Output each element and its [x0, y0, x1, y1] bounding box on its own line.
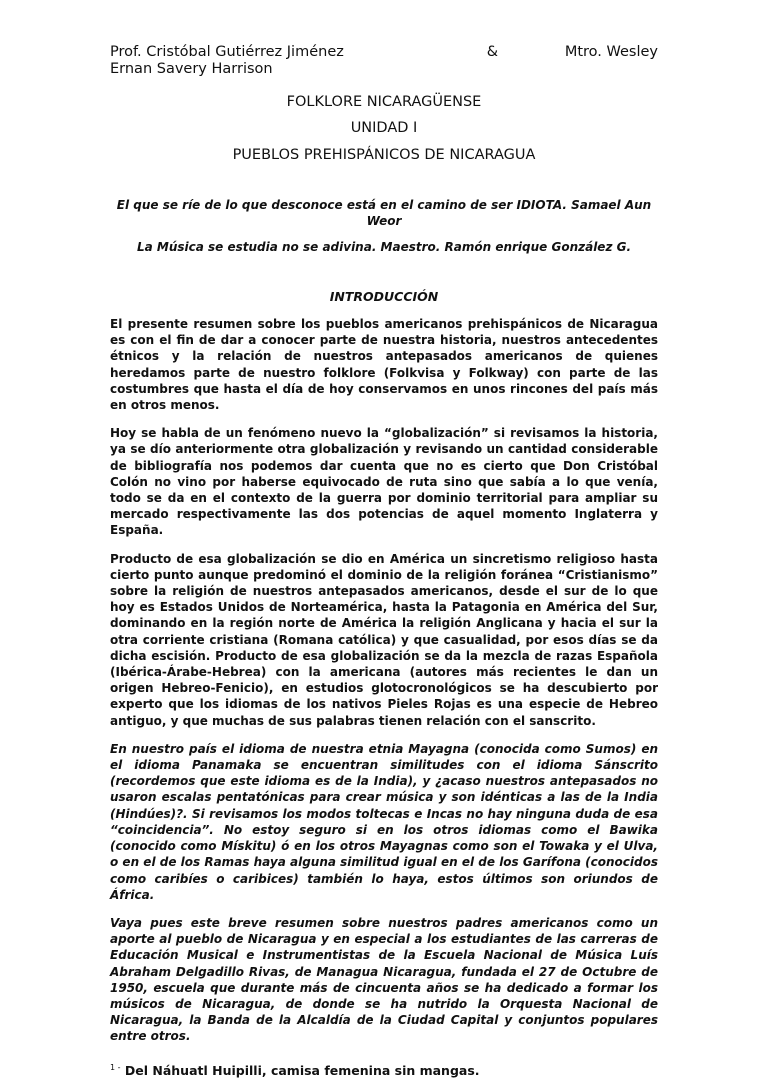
author-separator: &: [486, 44, 498, 60]
intro-paragraph-3: Producto de esa globalización se dio en América un sincretismo religioso hasta cierto punto aunque predominó el dominio de la religión foránea “Cristianismo” sobre la religión de nuestros antepasados americanos, desde el sur de lo que hoy es Estados Unidos de Norteamérica, hasta la Patagonia en América del Sur, dominando en la región norte de América la religión Anglicana y hacia el sur la otra corriente cristiana (Romana católica) y que casualidad, por esos días se da dicha escisión. Producto de esa globalización se da la mezcla de razas Española (Ibérica-Árabe-Hebrea) con la americana (autores más recientes le dan un origen Hebreo-Fenicio), en estudios glotocronológicos se ha descubierto por experto que los idiomas de los nativos Pieles Rojas es una especie de Hebreo antiguo, y que muchas de sus palabras tienen relación con el sanscrito.: [110, 551, 658, 728]
footnote: [110, 1063, 658, 1078]
document-page: [110, 44, 658, 1078]
intro-paragraph-1: El presente resumen sobre los pueblos americanos prehispánicos de Nicaragua es con el fin de dar a conocer parte de nuestra historia, nuestros antecedentes étnicos y la relación de nuestros antepasados americanos de quienes heredamos parte de nuestro folklore (Folkvisa y Folkway) con parte de las costumbres que hasta el día de hoy conservamos en unos rincones del país más en otros menos.: [110, 317, 658, 413]
introduction-heading: INTRODUCCIÓN: [329, 289, 439, 304]
author-2-first-line: Mtro. Wesley: [564, 44, 658, 60]
course-title: FOLKLORE NICARAGÜENSE: [286, 94, 482, 110]
intro-paragraph-4: En nuestro país el idioma de nuestra etnia Mayagna (conocida como Sumos) en el idioma Panamaka se encuentran similitudes con el idioma Sánscrito (recordemos que este idioma es de la India), y ¿acaso nuestros antepasados no usaron escalas pentatónicas para crear música y son idénticas a las de la India (Hindúes)?. Si revisamos los modos toltecas e Incas no hay ninguna duda de esa “coincidencia”. No estoy seguro si en los otros idiomas como el Bawika (conocido como Mískitu) ó en los otros Mayagnas como son el Towaka y el Ulva, o en el de los Ramas haya alguna similitud igual en el de los Garífona (conocidos como caribíes o caribices) también lo haya, estos últimos son oriundos de África.: [110, 741, 658, 902]
author-2-second-line: Ernan Savery Harrison: [110, 61, 273, 77]
unit-title: UNIDAD I: [350, 120, 418, 136]
author-header: [110, 44, 658, 78]
author-1: Prof. Cristóbal Gutiérrez Jiménez: [110, 44, 344, 60]
topic-title: PUEBLOS PREHISPÁNICOS DE NICARAGUA: [232, 147, 536, 163]
intro-paragraph-2: Hoy se habla de un fenómeno nuevo la “globalización” si revisamos la historia, ya se dío anteriormente otra globalización y revisando un cantidad considerable de bibliografía nos podemos dar cuenta que no es cierto que Don Cristóbal Colón no vino por haberse equivocado de ruta sino que sabía a lo que venía, todo se da en el contexto de la guerra por dominio territorial para ampliar su mercado respectivamente las dos potencias de aquel momento Inglaterra y España.: [110, 426, 658, 538]
intro-paragraph-5: Vaya pues este breve resumen sobre nuestros padres americanos como un aporte al pueblo de Nicaragua y en especial a los estudiantes de las carreras de Educación Musical e Instrumentistas de la Escuela Nacional de Música Luís Abraham Delgadillo Rivas, de Managua Nicaragua, fundada el 27 de Octubre de 1950, escuela que durante más de cincuenta años se ha dedicado a formar los músicos de Nicaragua, de donde se ha nutrido la Orquesta Nacional de Nicaragua, la Banda de la Alcaldía de la Ciudad Capital y conjuntos populares entre otros.: [110, 915, 658, 1044]
epigraph-quote-2: La Música se estudia no se adivina. Maestro. Ramón enrique González G.: [136, 240, 632, 254]
footnote-text: Del Náhuatl Huipilli, camisa femenina sin mangas.: [124, 1062, 480, 1078]
epigraph-quote-1: El que se ríe de lo que desconoce está en el camino de ser IDIOTA. Samael Aun Weor: [116, 198, 652, 228]
footnote-marker: 1 -: [110, 1062, 121, 1072]
